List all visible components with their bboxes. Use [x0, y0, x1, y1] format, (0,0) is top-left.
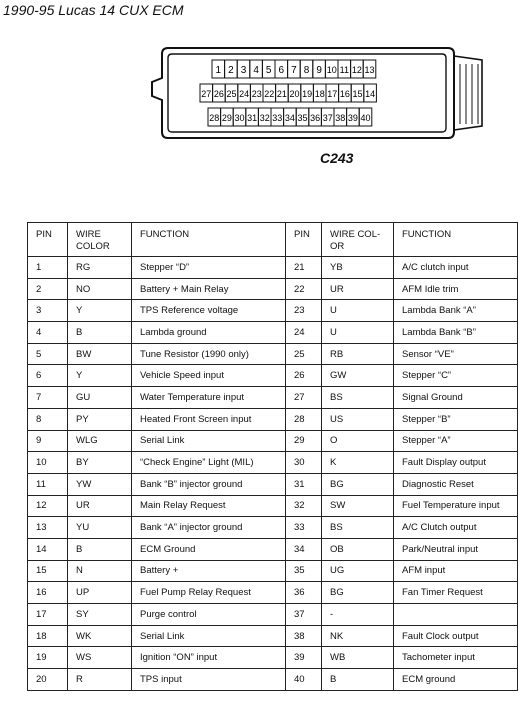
pin-number: 24: [239, 89, 250, 99]
wire-color-cell: U: [322, 322, 394, 344]
pin-number: 3: [240, 65, 247, 76]
wire-color-cell: WB: [322, 647, 394, 669]
pin-cell: 2: [28, 278, 68, 300]
pin-cell: 9: [28, 430, 68, 452]
pin-number: 32: [259, 113, 270, 123]
pin-cell: 15: [28, 560, 68, 582]
pin-cell: 16: [28, 582, 68, 604]
function-cell: Serial Link: [132, 625, 286, 647]
table-row: [28, 452, 518, 474]
wire-color-cell: R: [68, 669, 132, 691]
pin-number: 37: [322, 113, 333, 123]
table-row: [28, 560, 518, 582]
function-cell: Stepper “C”: [394, 365, 518, 387]
wire-color-cell: BS: [322, 387, 394, 409]
table-row: [28, 669, 518, 691]
function-cell: AFM input: [394, 560, 518, 582]
wire-color-cell: UR: [68, 495, 132, 517]
function-cell: Main Relay Request: [132, 495, 286, 517]
pin-cell: 19: [28, 647, 68, 669]
pin-cell: 28: [286, 408, 322, 430]
function-cell: Lambda ground: [132, 322, 286, 344]
function-cell: Tune Resistor (1990 only): [132, 343, 286, 365]
wire-color-cell: NK: [322, 625, 394, 647]
pin-cell: 27: [286, 387, 322, 409]
connector-label: C243: [320, 150, 354, 166]
table-row: [28, 343, 518, 365]
wire-color-cell: SW: [322, 495, 394, 517]
header-pin: PIN: [286, 223, 322, 257]
pin-number: 14: [365, 89, 376, 99]
pin-cell: 11: [28, 473, 68, 495]
pin-cell: 21: [286, 257, 322, 279]
wire-color-cell: UP: [68, 582, 132, 604]
pin-cell: 38: [286, 625, 322, 647]
pin-cell: 12: [28, 495, 68, 517]
table-row: [28, 278, 518, 300]
function-cell: Stepper “B”: [394, 408, 518, 430]
pin-number: 4: [253, 65, 259, 76]
pin-cell: 4: [28, 322, 68, 344]
wire-color-cell: BS: [322, 517, 394, 539]
wire-color-cell: B: [68, 538, 132, 560]
wire-color-cell: BG: [322, 473, 394, 495]
pin-cell: 13: [28, 517, 68, 539]
pin-number: 1: [215, 65, 222, 76]
function-cell: Stepper “A”: [394, 430, 518, 452]
function-cell: Fault Display output: [394, 452, 518, 474]
function-cell: Diagnostic Reset: [394, 473, 518, 495]
pin-cell: 36: [286, 582, 322, 604]
function-cell: Sensor “VE”: [394, 343, 518, 365]
function-cell: Lambda Bank “B”: [394, 322, 518, 344]
page-title: 1990-95 Lucas 14 CUX ECM: [3, 2, 184, 18]
pin-cell: 5: [28, 343, 68, 365]
function-cell: Water Temperature input: [132, 387, 286, 409]
pin-number: 35: [297, 113, 308, 123]
table-row: [28, 430, 518, 452]
pin-number: 2: [228, 65, 234, 76]
pin-cell: 6: [28, 365, 68, 387]
pin-number: 11: [339, 65, 349, 75]
pin-cell: 39: [286, 647, 322, 669]
pinout-table: [27, 222, 518, 691]
wire-color-cell: BY: [68, 452, 132, 474]
function-cell: ECM ground: [394, 669, 518, 691]
wire-color-cell: -: [322, 604, 394, 626]
pin-number: 25: [226, 89, 237, 99]
wire-color-cell: OB: [322, 538, 394, 560]
pin-number: 6: [278, 65, 285, 76]
function-cell: ECM Ground: [132, 538, 286, 560]
wire-color-cell: YB: [322, 257, 394, 279]
pin-cell: 40: [286, 669, 322, 691]
wire-color-cell: US: [322, 408, 394, 430]
wire-color-cell: BG: [322, 582, 394, 604]
pin-cell: 25: [286, 343, 322, 365]
pin-number: 8: [303, 65, 310, 76]
pin-number: 26: [213, 89, 224, 99]
pin-number: 17: [327, 89, 338, 99]
header-wire-color: WIRE COLOR: [68, 223, 132, 257]
header-function: FUNCTION: [132, 223, 286, 257]
wire-color-cell: U: [322, 300, 394, 322]
pin-cell: 37: [286, 604, 322, 626]
function-cell: Tachometer input: [394, 647, 518, 669]
pin-number: 38: [335, 113, 346, 123]
wire-color-cell: SY: [68, 604, 132, 626]
wire-color-cell: YW: [68, 473, 132, 495]
table-row: [28, 365, 518, 387]
function-cell: A/C Clutch output: [394, 517, 518, 539]
pin-number: 19: [302, 89, 313, 99]
wire-color-cell: YU: [68, 517, 132, 539]
pin-cell: 17: [28, 604, 68, 626]
wire-color-cell: N: [68, 560, 132, 582]
function-cell: [394, 604, 518, 626]
pin-number: 21: [276, 89, 287, 99]
pin-number: 36: [310, 113, 321, 123]
function-cell: Signal Ground: [394, 387, 518, 409]
wire-color-cell: BW: [68, 343, 132, 365]
function-cell: Fuel Temperature input: [394, 495, 518, 517]
pin-number: 20: [289, 89, 300, 99]
pin-number: 30: [234, 113, 245, 123]
function-cell: Purge control: [132, 604, 286, 626]
pin-cell: 26: [286, 365, 322, 387]
wire-color-cell: WK: [68, 625, 132, 647]
pin-cell: 22: [286, 278, 322, 300]
header-function: FUNCTION: [394, 223, 518, 257]
function-cell: A/C clutch input: [394, 257, 518, 279]
connector-diagram: [148, 44, 488, 144]
wire-color-cell: Y: [68, 365, 132, 387]
pin-cell: 8: [28, 408, 68, 430]
function-cell: Fault Clock output: [394, 625, 518, 647]
table-row: [28, 517, 518, 539]
pin-cell: 34: [286, 538, 322, 560]
function-cell: Battery +: [132, 560, 286, 582]
pin-cell: 30: [286, 452, 322, 474]
wire-color-cell: RG: [68, 257, 132, 279]
function-cell: Fan Timer Request: [394, 582, 518, 604]
table-row: [28, 604, 518, 626]
pin-cell: 32: [286, 495, 322, 517]
pin-cell: 29: [286, 430, 322, 452]
pin-number: 7: [291, 65, 297, 76]
wire-color-cell: RB: [322, 343, 394, 365]
wire-color-cell: WS: [68, 647, 132, 669]
pin-number: 12: [351, 65, 362, 75]
wire-color-cell: GW: [322, 365, 394, 387]
table-row: [28, 625, 518, 647]
pin-number: 40: [360, 113, 371, 123]
pin-cell: 14: [28, 538, 68, 560]
pin-cell: 10: [28, 452, 68, 474]
function-cell: Fuel Pump Relay Request: [132, 582, 286, 604]
pin-cell: 18: [28, 625, 68, 647]
pin-number: 9: [316, 65, 322, 76]
wire-color-cell: NO: [68, 278, 132, 300]
table-row: [28, 647, 518, 669]
function-cell: TPS Reference voltage: [132, 300, 286, 322]
wire-color-cell: O: [322, 430, 394, 452]
pin-cell: 20: [28, 669, 68, 691]
pin-number: 39: [347, 113, 358, 123]
wire-color-cell: K: [322, 452, 394, 474]
function-cell: Vehicle Speed input: [132, 365, 286, 387]
table-row: [28, 538, 518, 560]
pin-number: 29: [221, 113, 232, 123]
table-row: [28, 257, 518, 279]
function-cell: Bank “A” injector ground: [132, 517, 286, 539]
pin-number: 18: [314, 89, 325, 99]
pin-cell: 7: [28, 387, 68, 409]
wire-color-cell: Y: [68, 300, 132, 322]
wire-color-cell: WLG: [68, 430, 132, 452]
wire-color-cell: UG: [322, 560, 394, 582]
pin-number: 16: [339, 89, 350, 99]
pin-cell: 33: [286, 517, 322, 539]
pin-cell: 1: [28, 257, 68, 279]
table-header-row: [28, 223, 518, 257]
wire-color-cell: UR: [322, 278, 394, 300]
table-row: [28, 387, 518, 409]
pin-cell: 24: [286, 322, 322, 344]
function-cell: Battery + Main Relay: [132, 278, 286, 300]
pin-number: 10: [326, 65, 337, 75]
table-row: [28, 408, 518, 430]
function-cell: “Check Engine” Light (MIL): [132, 452, 286, 474]
table-row: [28, 495, 518, 517]
function-cell: TPS input: [132, 669, 286, 691]
pin-number: 22: [264, 89, 275, 99]
pin-number: 23: [251, 89, 262, 99]
table-row: [28, 473, 518, 495]
pin-cell: 3: [28, 300, 68, 322]
pin-number: 34: [284, 113, 295, 123]
pin-number: 15: [352, 89, 363, 99]
function-cell: Lambda Bank “A”: [394, 300, 518, 322]
wire-color-cell: PY: [68, 408, 132, 430]
pin-number: 5: [265, 65, 272, 76]
pin-number: 27: [201, 89, 212, 99]
function-cell: Ignition “ON” input: [132, 647, 286, 669]
table-row: [28, 300, 518, 322]
table-row: [28, 322, 518, 344]
header-wire-color: WIRE COL-OR: [322, 223, 394, 257]
function-cell: Bank “B” injector ground: [132, 473, 286, 495]
wire-color-cell: GU: [68, 387, 132, 409]
wire-color-cell: B: [322, 669, 394, 691]
pin-number: 13: [364, 65, 375, 75]
pin-number: 33: [272, 113, 283, 123]
function-cell: Stepper “D”: [132, 257, 286, 279]
wire-color-cell: B: [68, 322, 132, 344]
pin-cell: 35: [286, 560, 322, 582]
pin-number: 28: [209, 113, 220, 123]
table-row: [28, 582, 518, 604]
function-cell: AFM Idle trim: [394, 278, 518, 300]
pin-cell: 31: [286, 473, 322, 495]
function-cell: Serial Link: [132, 430, 286, 452]
pin-cell: 23: [286, 300, 322, 322]
header-pin: PIN: [28, 223, 68, 257]
function-cell: Heated Front Screen input: [132, 408, 286, 430]
function-cell: Park/Neutral input: [394, 538, 518, 560]
pin-number: 31: [247, 113, 258, 123]
